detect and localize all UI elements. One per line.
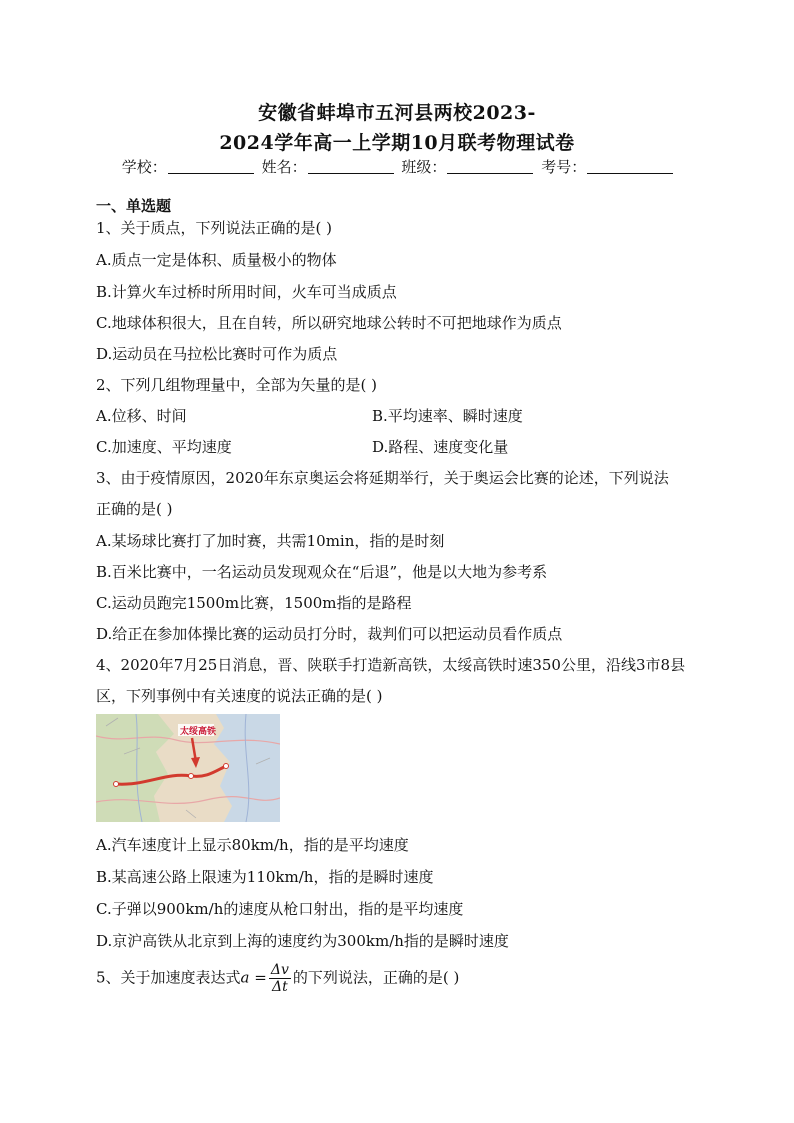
q2-stem: 2、下列几组物理量中，全部为矢量的是( ) [96, 376, 378, 394]
q3-option-c: C.运动员跑完1500m比赛，1500m指的是路程 [96, 594, 412, 612]
q2-option-b: B.平均速率、瞬时速度 [372, 407, 523, 425]
q2-option-a: A.位移、时间 [96, 407, 187, 425]
q4-stem-line2: 区，下列事例中有关速度的说法正确的是( ) [96, 687, 383, 705]
school-blank [168, 159, 254, 174]
q2-option-d: D.路程、速度变化量 [372, 438, 509, 456]
q3-option-d: D.给正在参加体操比赛的运动员打分时，裁判们可以把运动员看作质点 [96, 625, 563, 643]
school-label: 学校： [121, 158, 167, 176]
student-info-row [0, 156, 794, 177]
formula-lhs: a = [240, 968, 267, 987]
q3-stem-line2: 正确的是( ) [96, 500, 173, 518]
q4-option-c: C.子弹以900km/h的速度从枪口射出，指的是平均速度 [96, 900, 464, 918]
exam-number-label: 考号： [541, 158, 587, 176]
section-heading: 一、单选题 [96, 197, 172, 215]
formula-numerator: Δv [270, 962, 289, 978]
q3-option-b: B.百米比赛中，一名运动员发现观众在“后退”，他是以大地为参考系 [96, 563, 548, 581]
q4-stem-line1: 4、2020年7月25日消息，晋、陕联手打造新高铁，太绥高铁时速350公里，沿线3市8县 [96, 656, 686, 674]
q1-option-d: D.运动员在马拉松比赛时可作为质点 [96, 345, 338, 363]
formula-fraction [269, 962, 291, 995]
q3-stem-line1: 3、由于疫情原因，2020年东京奥运会将延期举行，关于奥运会比赛的论述，下列说法 [96, 469, 669, 487]
class-blank [447, 159, 533, 174]
map-label: 太绥高铁 [180, 727, 217, 737]
q2-option-c: C.加速度、平均速度 [96, 438, 232, 456]
formula-denominator: Δt [271, 979, 288, 995]
name-blank [308, 159, 394, 174]
q4-option-d: D.京沪高铁从北京到上海的速度约为300km/h指的是瞬时速度 [96, 932, 509, 950]
q5-stem [96, 962, 459, 995]
q4-option-a: A.汽车速度计上显示80km/h，指的是平均速度 [96, 836, 409, 854]
q1-option-c: C.地球体积很大，且在自转，所以研究地球公转时不可把地球作为质点 [96, 314, 562, 332]
q1-option-b: B.计算火车过桥时所用时间，火车可当成质点 [96, 283, 397, 301]
q4-option-b: B.某高速公路上限速为110km/h，指的是瞬时速度 [96, 868, 434, 886]
class-label: 班级： [401, 158, 447, 176]
q3-option-a: A.某场球比赛打了加时赛，共需10min，指的是时刻 [96, 532, 445, 550]
q1-option-a: A.质点一定是体积、质量极小的物体 [96, 251, 337, 269]
railway-map-image [96, 714, 280, 822]
exam-title-line2: 2024学年高一上学期10月联考物理试卷 [219, 132, 575, 154]
q5-stem-after: 的下列说法，正确的是( ) [292, 968, 460, 987]
name-label: 姓名： [261, 158, 307, 176]
q1-stem: 1、关于质点，下列说法正确的是( ) [96, 219, 333, 237]
exam-title-line1: 安徽省蚌埠市五河县两校2023- [258, 102, 536, 124]
exam-number-blank [587, 159, 673, 174]
q5-stem-before: 5、关于加速度表达式 [96, 968, 241, 987]
